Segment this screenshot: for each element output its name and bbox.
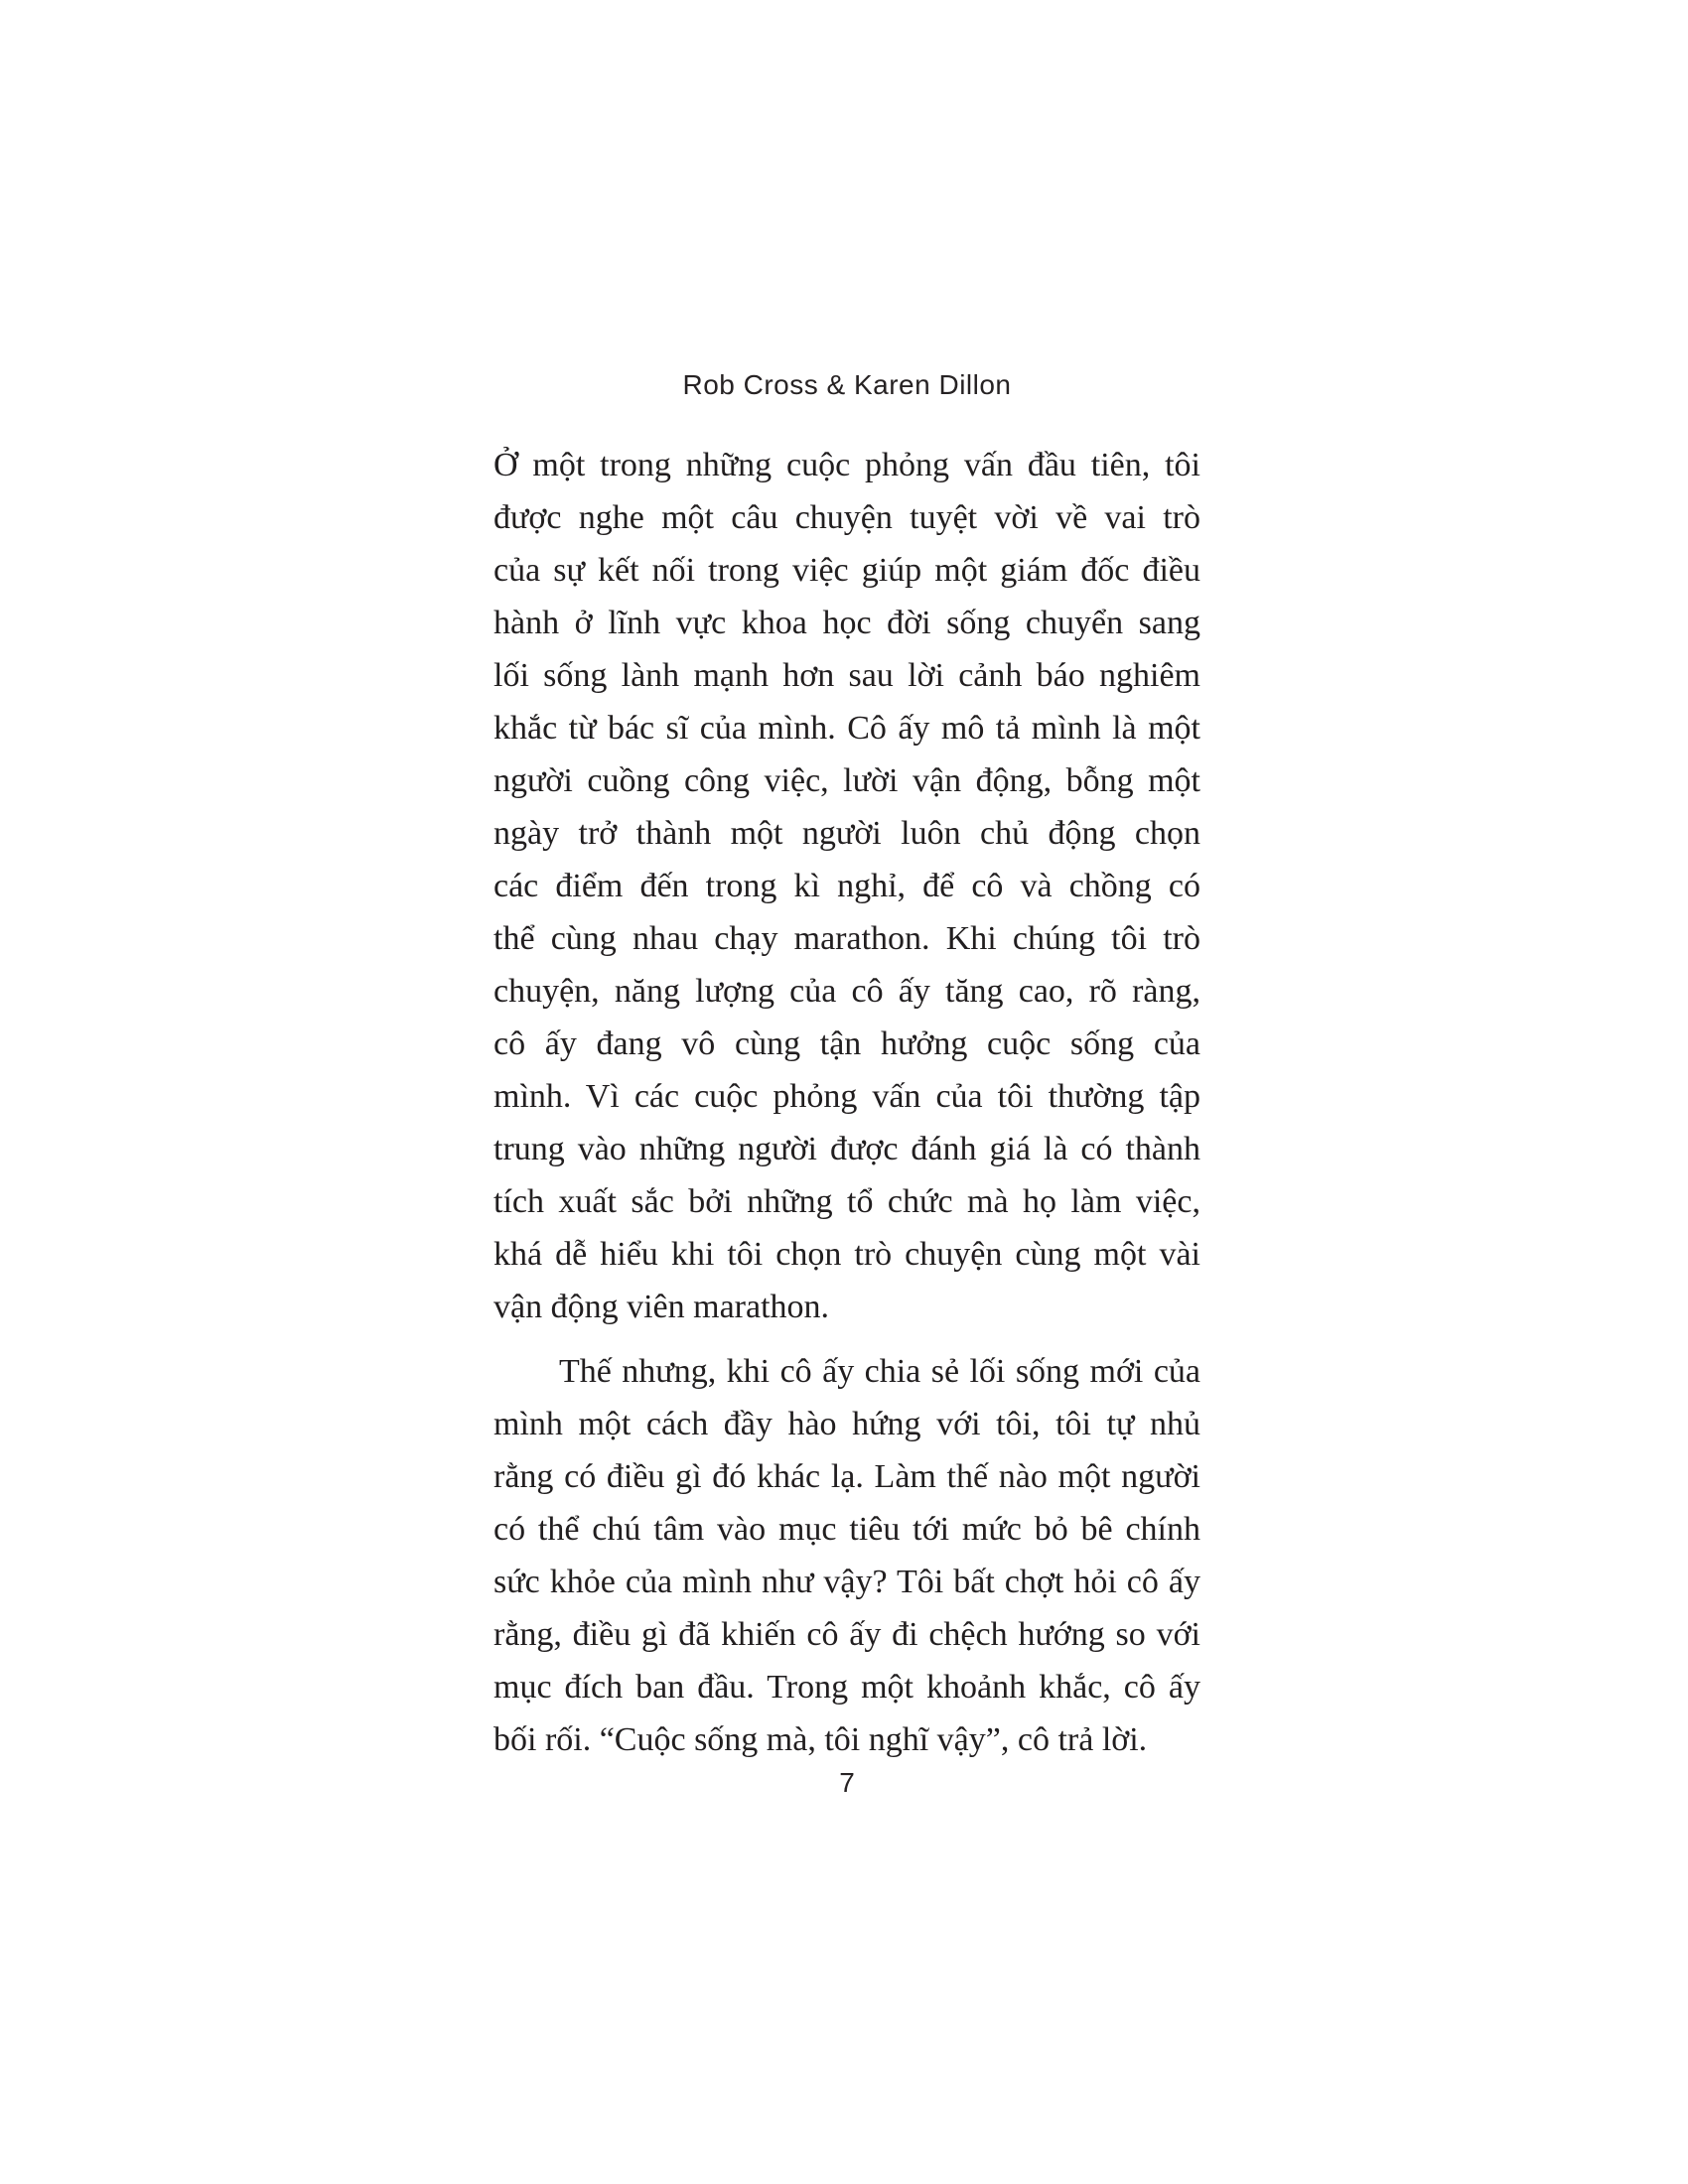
- text-line: của sự kết nối trong việc giúp một giám đốc điều: [493, 552, 1200, 589]
- text-line: khắc từ bác sĩ của mình. Cô ấy mô tả mình là một: [493, 710, 1200, 747]
- text-line: vận động viên marathon.: [493, 1289, 830, 1325]
- text-line: thể cùng nhau chạy marathon. Khi chúng tôi trò: [493, 920, 1200, 957]
- text-line: được nghe một câu chuyện tuyệt vời về vai trò: [493, 499, 1200, 536]
- running-header: Rob Cross & Karen Dillon: [682, 369, 1012, 400]
- text-line: tích xuất sắc bởi những tổ chức mà họ làm việc,: [493, 1183, 1200, 1220]
- text-line: rằng, điều gì đã khiến cô ấy đi chệch hướng so với: [493, 1616, 1200, 1653]
- text-line: mình. Vì các cuộc phỏng vấn của tôi thường tập: [493, 1078, 1200, 1115]
- text-line: mục đích ban đầu. Trong một khoảnh khắc, cô ấy: [493, 1669, 1200, 1706]
- paragraph-2: [493, 1345, 1200, 1766]
- text-line: chuyện, năng lượng của cô ấy tăng cao, rõ ràng,: [493, 973, 1200, 1010]
- body-paragraphs: [493, 439, 1200, 1766]
- text-line: trung vào những người được đánh giá là có thành: [493, 1131, 1200, 1167]
- text-line: Ở một trong những cuộc phỏng vấn đầu tiên, tôi: [493, 447, 1200, 483]
- text-line: hành ở lĩnh vực khoa học đời sống chuyển sang: [493, 605, 1200, 641]
- paragraph-1: [493, 439, 1200, 1333]
- text-line: ngày trở thành một người luôn chủ động chọn: [493, 815, 1200, 852]
- page-number: 7: [839, 1767, 855, 1798]
- text-line: rằng có điều gì đó khác lạ. Làm thế nào một người: [493, 1458, 1200, 1495]
- text-line: Thế nhưng, khi cô ấy chia sẻ lối sống mới của: [559, 1353, 1200, 1390]
- text-line: mình một cách đầy hào hứng với tôi, tôi tự nhủ: [493, 1406, 1200, 1442]
- text-line: người cuồng công việc, lười vận động, bỗng một: [493, 762, 1200, 799]
- text-line: sức khỏe của mình như vậy? Tôi bất chợt hỏi cô ấy: [493, 1564, 1200, 1600]
- text-line: bối rối. “Cuộc sống mà, tôi nghĩ vậy”, cô trả lời.: [493, 1721, 1148, 1758]
- text-line: có thể chú tâm vào mục tiêu tới mức bỏ bê chính: [493, 1511, 1200, 1548]
- text-line: các điểm đến trong kì nghỉ, để cô và chồng có: [493, 868, 1200, 904]
- text-line: cô ấy đang vô cùng tận hưởng cuộc sống của: [493, 1025, 1200, 1062]
- text-line: khá dễ hiểu khi tôi chọn trò chuyện cùng một vài: [493, 1236, 1200, 1273]
- text-line: lối sống lành mạnh hơn sau lời cảnh báo nghiêm: [493, 657, 1200, 694]
